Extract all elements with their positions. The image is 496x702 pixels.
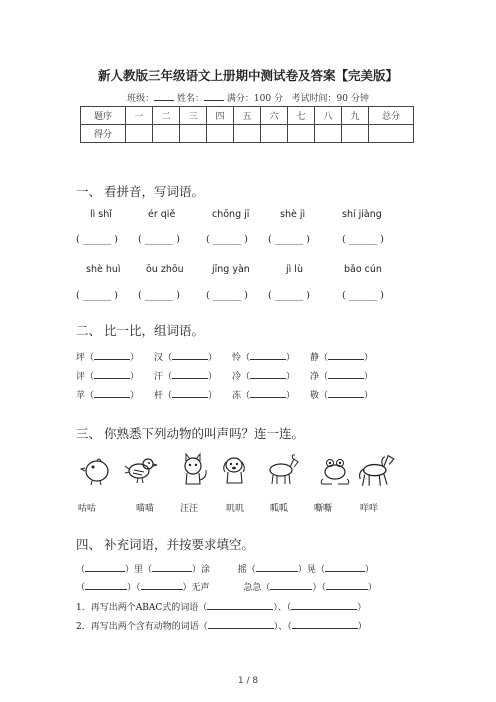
fill-blank[interactable] (325, 563, 365, 572)
score-cell[interactable] (126, 125, 153, 143)
answer-blank[interactable]: ( ______ ) (268, 234, 310, 245)
bracket: ） (367, 583, 377, 593)
character: 净 (310, 372, 320, 382)
sound-label[interactable]: 咕咕 (78, 504, 97, 514)
chick-icon[interactable] (80, 452, 114, 486)
header-cell: 七 (288, 107, 315, 125)
pinyin: chōng jī (212, 209, 250, 220)
cat-icon[interactable] (176, 452, 210, 486)
fill-blank[interactable] (250, 389, 286, 398)
sound-label[interactable]: 嘶嘶 (314, 504, 333, 514)
page-number: 1 / 8 (237, 676, 259, 686)
answer-blank[interactable]: ( ______ ) (268, 290, 310, 301)
section-number: 四、 (76, 537, 102, 552)
character: 汉 (154, 353, 164, 363)
fill-blank[interactable] (328, 389, 364, 398)
bracket: ） (364, 391, 374, 401)
section-title: 比一比，组词语。 (104, 323, 205, 338)
section-number: 三、 (76, 426, 102, 441)
bracket: （ (85, 391, 95, 401)
fill-blank[interactable] (328, 351, 364, 360)
word-part: ）（ (127, 583, 141, 593)
sound-label[interactable]: 汪汪 (180, 504, 199, 514)
bracket: ） (364, 372, 374, 382)
bracket: ） (364, 353, 374, 363)
pinyin: ér qiě (148, 209, 176, 220)
bracket: （ (163, 372, 173, 382)
pinyin: shè jì (280, 209, 306, 220)
fill-blank[interactable] (328, 370, 364, 379)
fill-blank[interactable] (152, 563, 192, 572)
answer-blank[interactable]: ( ______ ) (342, 234, 384, 245)
question-1 (76, 600, 366, 613)
section-3-heading (76, 424, 304, 442)
bracket: ） (286, 353, 296, 363)
word-group-item (76, 369, 139, 382)
fill-blank[interactable] (256, 563, 298, 572)
word-group-item (154, 350, 217, 363)
bracket: （ (319, 372, 329, 382)
word-part: ）里（ (125, 565, 153, 575)
bracket: （ (241, 372, 251, 382)
bracket: ） (130, 372, 140, 382)
sound-label[interactable]: 呱呱 (270, 504, 289, 514)
word-part: ）（ (312, 583, 326, 593)
separator: ）、（ (273, 603, 292, 613)
sound-label[interactable]: 咩咩 (360, 504, 379, 514)
header-cell: 五 (234, 107, 261, 125)
section-4-heading (76, 535, 254, 553)
character: 静 (310, 353, 320, 363)
word-group-item (310, 388, 373, 401)
question-text: 2．再写出两个含有动物的词语（ (76, 622, 208, 632)
info-line (0, 91, 496, 104)
fill-blank[interactable] (292, 620, 358, 629)
header-cell: 三 (180, 107, 207, 125)
word-part: ）晃（ (297, 565, 325, 575)
bracket: ） (130, 391, 140, 401)
word-group-item (76, 350, 139, 363)
bracket: ） (286, 391, 296, 401)
bracket: ） (364, 565, 374, 575)
bracket: ） (130, 353, 140, 363)
score-cell[interactable] (261, 125, 288, 143)
word-group-item (154, 369, 217, 382)
sound-label[interactable]: 喵喵 (136, 504, 155, 514)
header-cell: 一 (126, 107, 153, 125)
word-group-item (154, 388, 217, 401)
bracket: （ (163, 353, 173, 363)
word-group-item (232, 369, 295, 382)
answer-blank[interactable]: ( ______ ) (342, 290, 384, 301)
bracket: ） (286, 372, 296, 382)
score-value-row (81, 125, 414, 143)
header-cell: 二 (153, 107, 180, 125)
bracket: ） (208, 353, 218, 363)
bracket: （ (85, 372, 95, 382)
answer-blank[interactable]: ( ______ ) (76, 234, 118, 245)
section-1-heading (76, 182, 204, 200)
word-part: 摇（ (237, 565, 256, 575)
pinyin: shí jiàng (342, 209, 382, 220)
fill-blank[interactable] (94, 351, 130, 360)
section-number: 一、 (76, 184, 102, 199)
fill-blank[interactable] (85, 581, 127, 590)
bracket: ） (208, 391, 218, 401)
score-cell[interactable] (234, 125, 261, 143)
row-label: 得分 (81, 125, 126, 143)
character: 怜 (232, 353, 242, 363)
header-cell: 八 (315, 107, 342, 125)
bracket: （ (319, 391, 329, 401)
section-title: 你熟悉下列动物的叫声吗？连一连。 (104, 426, 305, 441)
pinyin: ōu zhōu (146, 264, 184, 275)
fill-blank[interactable] (172, 351, 208, 360)
fill-blank[interactable] (208, 620, 274, 629)
character: 评 (76, 372, 86, 382)
fill-blank[interactable] (141, 581, 183, 590)
fill-blank[interactable] (172, 389, 208, 398)
full-score: 满分：100 分 (226, 94, 283, 104)
word-group-item (310, 369, 373, 382)
fill-blank[interactable] (250, 370, 286, 379)
header-cell: 总分 (369, 107, 414, 125)
score-cell[interactable] (180, 125, 207, 143)
fill-blank[interactable] (94, 370, 130, 379)
answer-blank[interactable]: ( ______ ) (206, 290, 248, 301)
fill-row-2 (76, 580, 377, 593)
header-cell: 题序 (81, 107, 126, 125)
fill-blank[interactable] (94, 389, 130, 398)
bracket: （ (85, 353, 95, 363)
section-title: 补充词语，并按要求填空。 (104, 537, 255, 552)
bracket: ） (357, 622, 367, 632)
character: 敬 (310, 391, 320, 401)
frog-icon[interactable] (318, 452, 352, 486)
score-header-row (81, 107, 414, 125)
character: 杆 (154, 391, 164, 401)
answer-blank[interactable]: ( ______ ) (138, 290, 180, 301)
score-cell[interactable] (207, 125, 234, 143)
bracket: （ (241, 353, 251, 363)
word-part: ）无声 (182, 583, 210, 593)
bracket: （ (241, 391, 251, 401)
dog-icon[interactable] (218, 452, 252, 486)
score-cell[interactable] (288, 125, 315, 143)
character: 冷 (232, 372, 242, 382)
character: 坪 (76, 353, 86, 363)
exam-time: 考试时间：90 分钟 (291, 94, 369, 104)
answer-blank[interactable]: ( ______ ) (206, 234, 248, 245)
question-text: 1．再写出两个ABAC式的词语（ (76, 603, 208, 613)
answer-blank[interactable]: ( ______ ) (76, 290, 118, 301)
class-label: 班级： (127, 94, 155, 104)
fill-blank[interactable] (85, 563, 125, 572)
fill-blank[interactable] (207, 601, 273, 610)
header-cell: 四 (207, 107, 234, 125)
character: 汗 (154, 372, 164, 382)
name-blank[interactable] (204, 91, 224, 101)
fill-blank[interactable] (270, 581, 312, 590)
pinyin: lì shǐ (90, 209, 112, 220)
score-cell[interactable] (315, 125, 342, 143)
bracket: （ (319, 353, 329, 363)
pinyin: shè huì (86, 264, 121, 275)
score-cell[interactable] (153, 125, 180, 143)
pinyin: jì lù (286, 264, 303, 275)
character: 冻 (232, 391, 242, 401)
word-part: 急急（ (243, 583, 271, 593)
horse-icon[interactable] (358, 450, 396, 488)
word-group-item (310, 350, 373, 363)
word-part: ）涂 (192, 565, 211, 575)
fill-blank[interactable] (326, 581, 368, 590)
header-cell: 九 (342, 107, 369, 125)
name-label: 姓名： (177, 94, 205, 104)
bracket: （ (76, 583, 86, 593)
score-cell[interactable] (369, 125, 414, 143)
word-group-item (232, 388, 295, 401)
bracket: ） (208, 372, 218, 382)
fill-blank[interactable] (291, 601, 357, 610)
score-table (80, 106, 414, 143)
pinyin: bǎo cún (344, 264, 382, 275)
word-group-item (232, 350, 295, 363)
pinyin: jīng yàn (212, 264, 250, 275)
bracket: （ (163, 391, 173, 401)
sound-label[interactable]: 叽叽 (226, 504, 245, 514)
bracket: ） (357, 603, 367, 613)
score-cell[interactable] (342, 125, 369, 143)
section-2-heading (76, 321, 204, 339)
bird-icon[interactable] (124, 452, 158, 486)
fill-blank[interactable] (172, 370, 208, 379)
answer-blank[interactable]: ( ______ ) (138, 234, 180, 245)
header-cell: 六 (261, 107, 288, 125)
fill-blank[interactable] (250, 351, 286, 360)
bracket: （ (76, 565, 86, 575)
class-blank[interactable] (154, 91, 174, 101)
goat-icon[interactable] (266, 452, 300, 486)
word-group-item (76, 388, 139, 401)
page-title: 新人教版三年级语文上册期中测试卷及答案【完美版】 (97, 68, 398, 83)
character: 苹 (76, 391, 86, 401)
section-number: 二、 (76, 323, 102, 338)
question-2 (76, 619, 367, 632)
separator: ）、（ (273, 622, 292, 632)
fill-row-1 (76, 562, 374, 575)
section-title: 看拼音，写词语。 (104, 184, 205, 199)
